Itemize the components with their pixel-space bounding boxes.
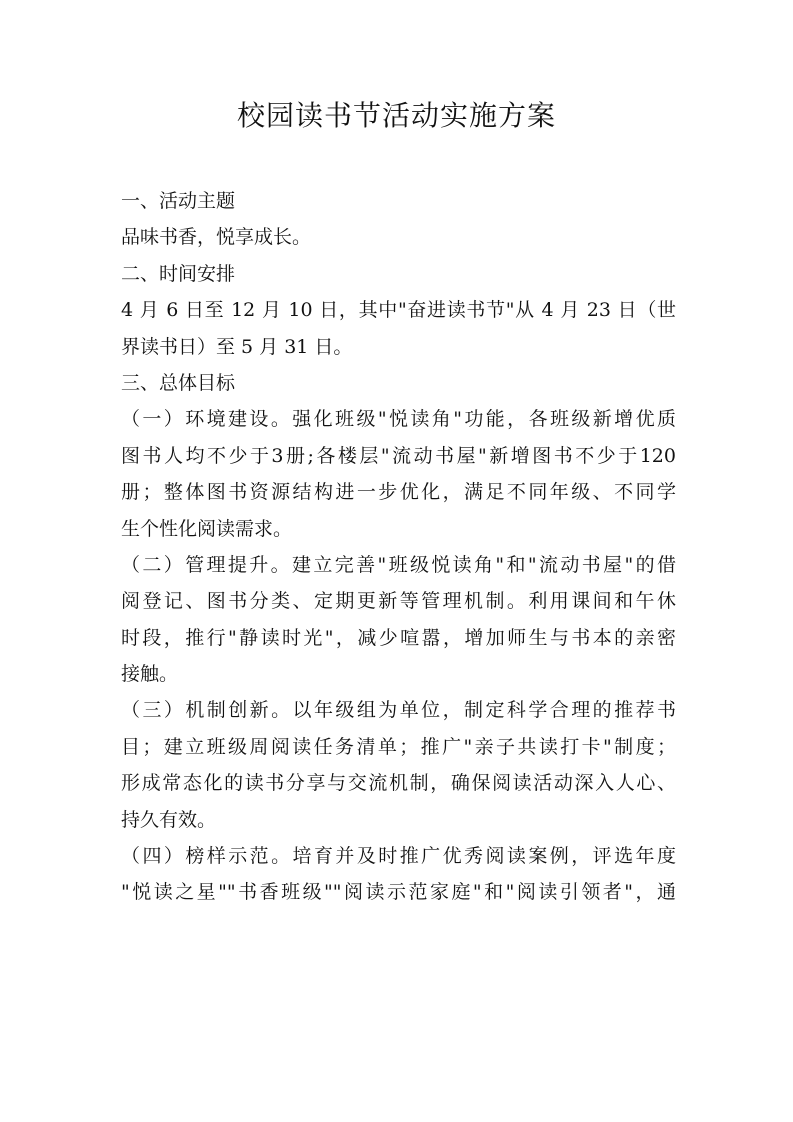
body-line: 界读书日）至 5 月 31 日。: [121, 335, 353, 358]
body-line: 4 月 6 日至 12 月 10 日，其中"奋进读书节"从 4 月 23 日（世: [121, 299, 676, 322]
body-line: （三）机制创新。以年级组为单位，制定科学合理的推荐书: [121, 699, 676, 722]
body-line: 一、活动主题: [121, 190, 236, 212]
body-line: "悦读之星""书香班级""阅读示范家庭"和"阅读引领者"，通: [121, 881, 676, 904]
body-line: （四）榜样示范。培育并及时推广优秀阅读案例，评选年度: [121, 845, 676, 868]
document-title: 校园读书节活动实施方案: [236, 99, 556, 132]
body-line: 持久有效。: [121, 808, 217, 831]
body-line: 目；建立班级周阅读任务清单；推广"亲子共读打卡"制度；: [121, 735, 676, 758]
document-body: [121, 183, 676, 911]
body-line: 图书人均不少于3册;各楼层"流动书屋"新增图书不少于120: [121, 444, 676, 467]
body-line: 二、时间安排: [121, 262, 236, 285]
body-line: 阅登记、图书分类、定期更新等管理机制。利用课间和午休: [121, 590, 676, 613]
body-line: 三、总体目标: [121, 371, 236, 394]
body-line: 册；整体图书资源结构进一步优化，满足不同年级、不同学: [121, 481, 676, 504]
body-line: （二）管理提升。建立完善"班级悦读角"和"流动书屋"的借: [121, 553, 676, 576]
body-line: 时段，推行"静读时光"，减少喧嚣，增加师生与书本的亲密: [121, 626, 676, 649]
body-line: 形成常态化的读书分享与交流机制，确保阅读活动深入人心、: [121, 772, 676, 795]
body-line: 品味书香，悦享成长。: [121, 226, 312, 249]
body-line: （一）环境建设。强化班级"悦读角"功能，各班级新增优质: [121, 408, 676, 431]
body-line: 生个性化阅读需求。: [121, 517, 293, 540]
body-line: 接触。: [121, 663, 179, 686]
